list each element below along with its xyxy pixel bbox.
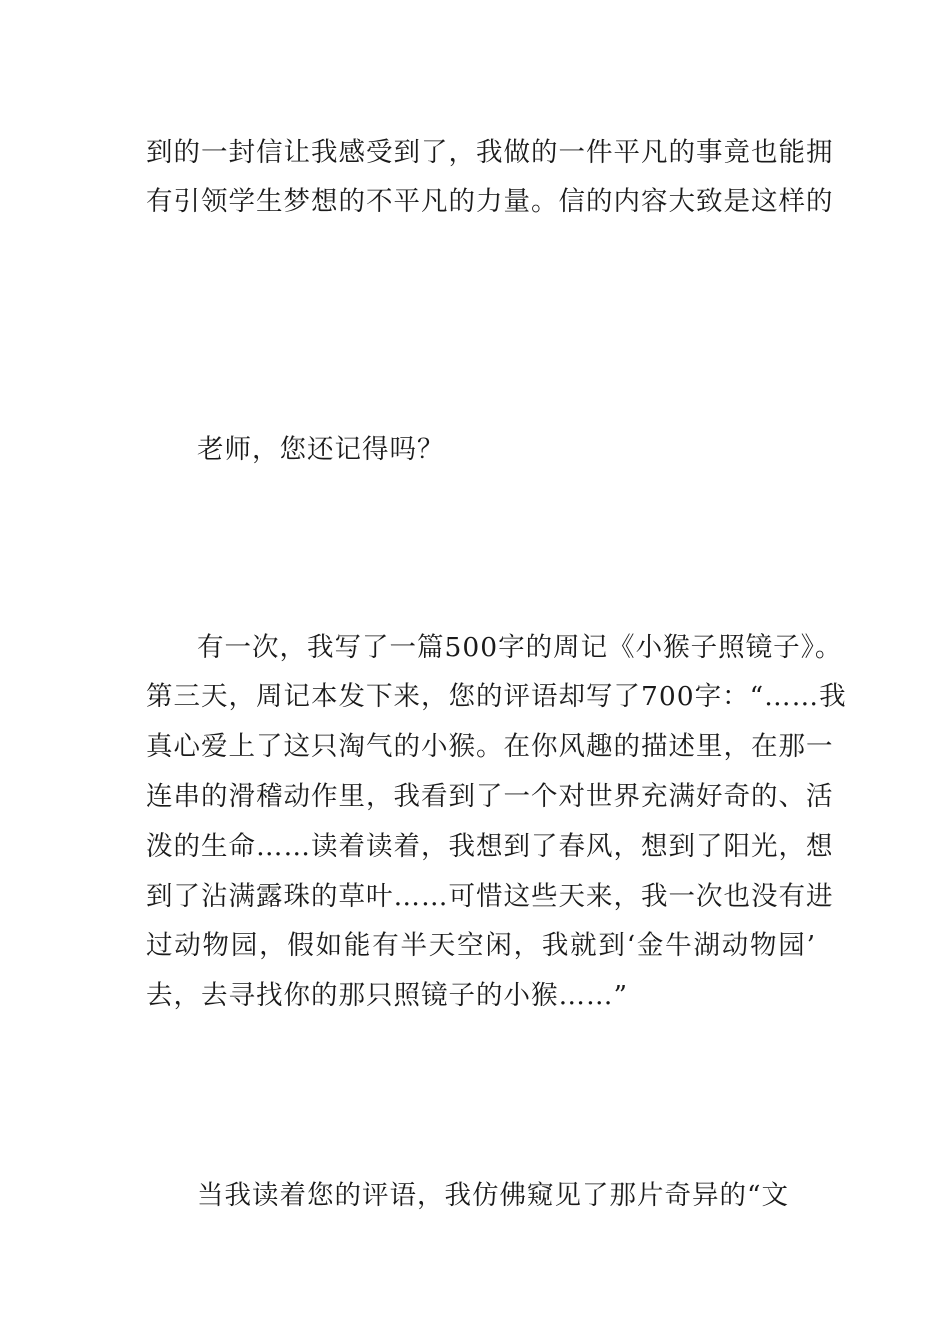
paragraph-line: 第三天，周记本发下来，您的评语却写了700字：“……我 — [146, 681, 847, 712]
paragraph-line: 有引领学生梦想的不平凡的力量。信的内容大致是这样的 — [146, 186, 834, 217]
paragraph-line: 到了沾满露珠的草叶……可惜这些天来，我一次也没有进 — [146, 881, 834, 912]
paragraph-line: 泼的生命……读着读着，我想到了春风，想到了阳光，想 — [146, 831, 834, 862]
paragraph-line: 有一次，我写了一篇500字的周记《小猴子照镜子》。 — [197, 632, 843, 663]
paragraph-line: 真心爱上了这只淘气的小猴。在你风趣的描述里，在那一 — [146, 731, 834, 762]
paragraph-line: 到的一封信让我感受到了，我做的一件平凡的事竟也能拥 — [146, 137, 834, 168]
paragraph-line: 过动物园，假如能有半天空闲，我就到‘金牛湖动物园’ — [146, 930, 816, 961]
paragraph-line: 老师，您还记得吗？ — [197, 434, 445, 465]
paragraph-line: 连串的滑稽动作里，我看到了一个对世界充满好奇的、活 — [146, 781, 834, 812]
paragraph-line: 去，去寻找你的那只照镜子的小猴……” — [146, 980, 629, 1011]
paragraph-line: 当我读着您的评语，我仿佛窥见了那片奇异的“文 — [197, 1180, 790, 1211]
